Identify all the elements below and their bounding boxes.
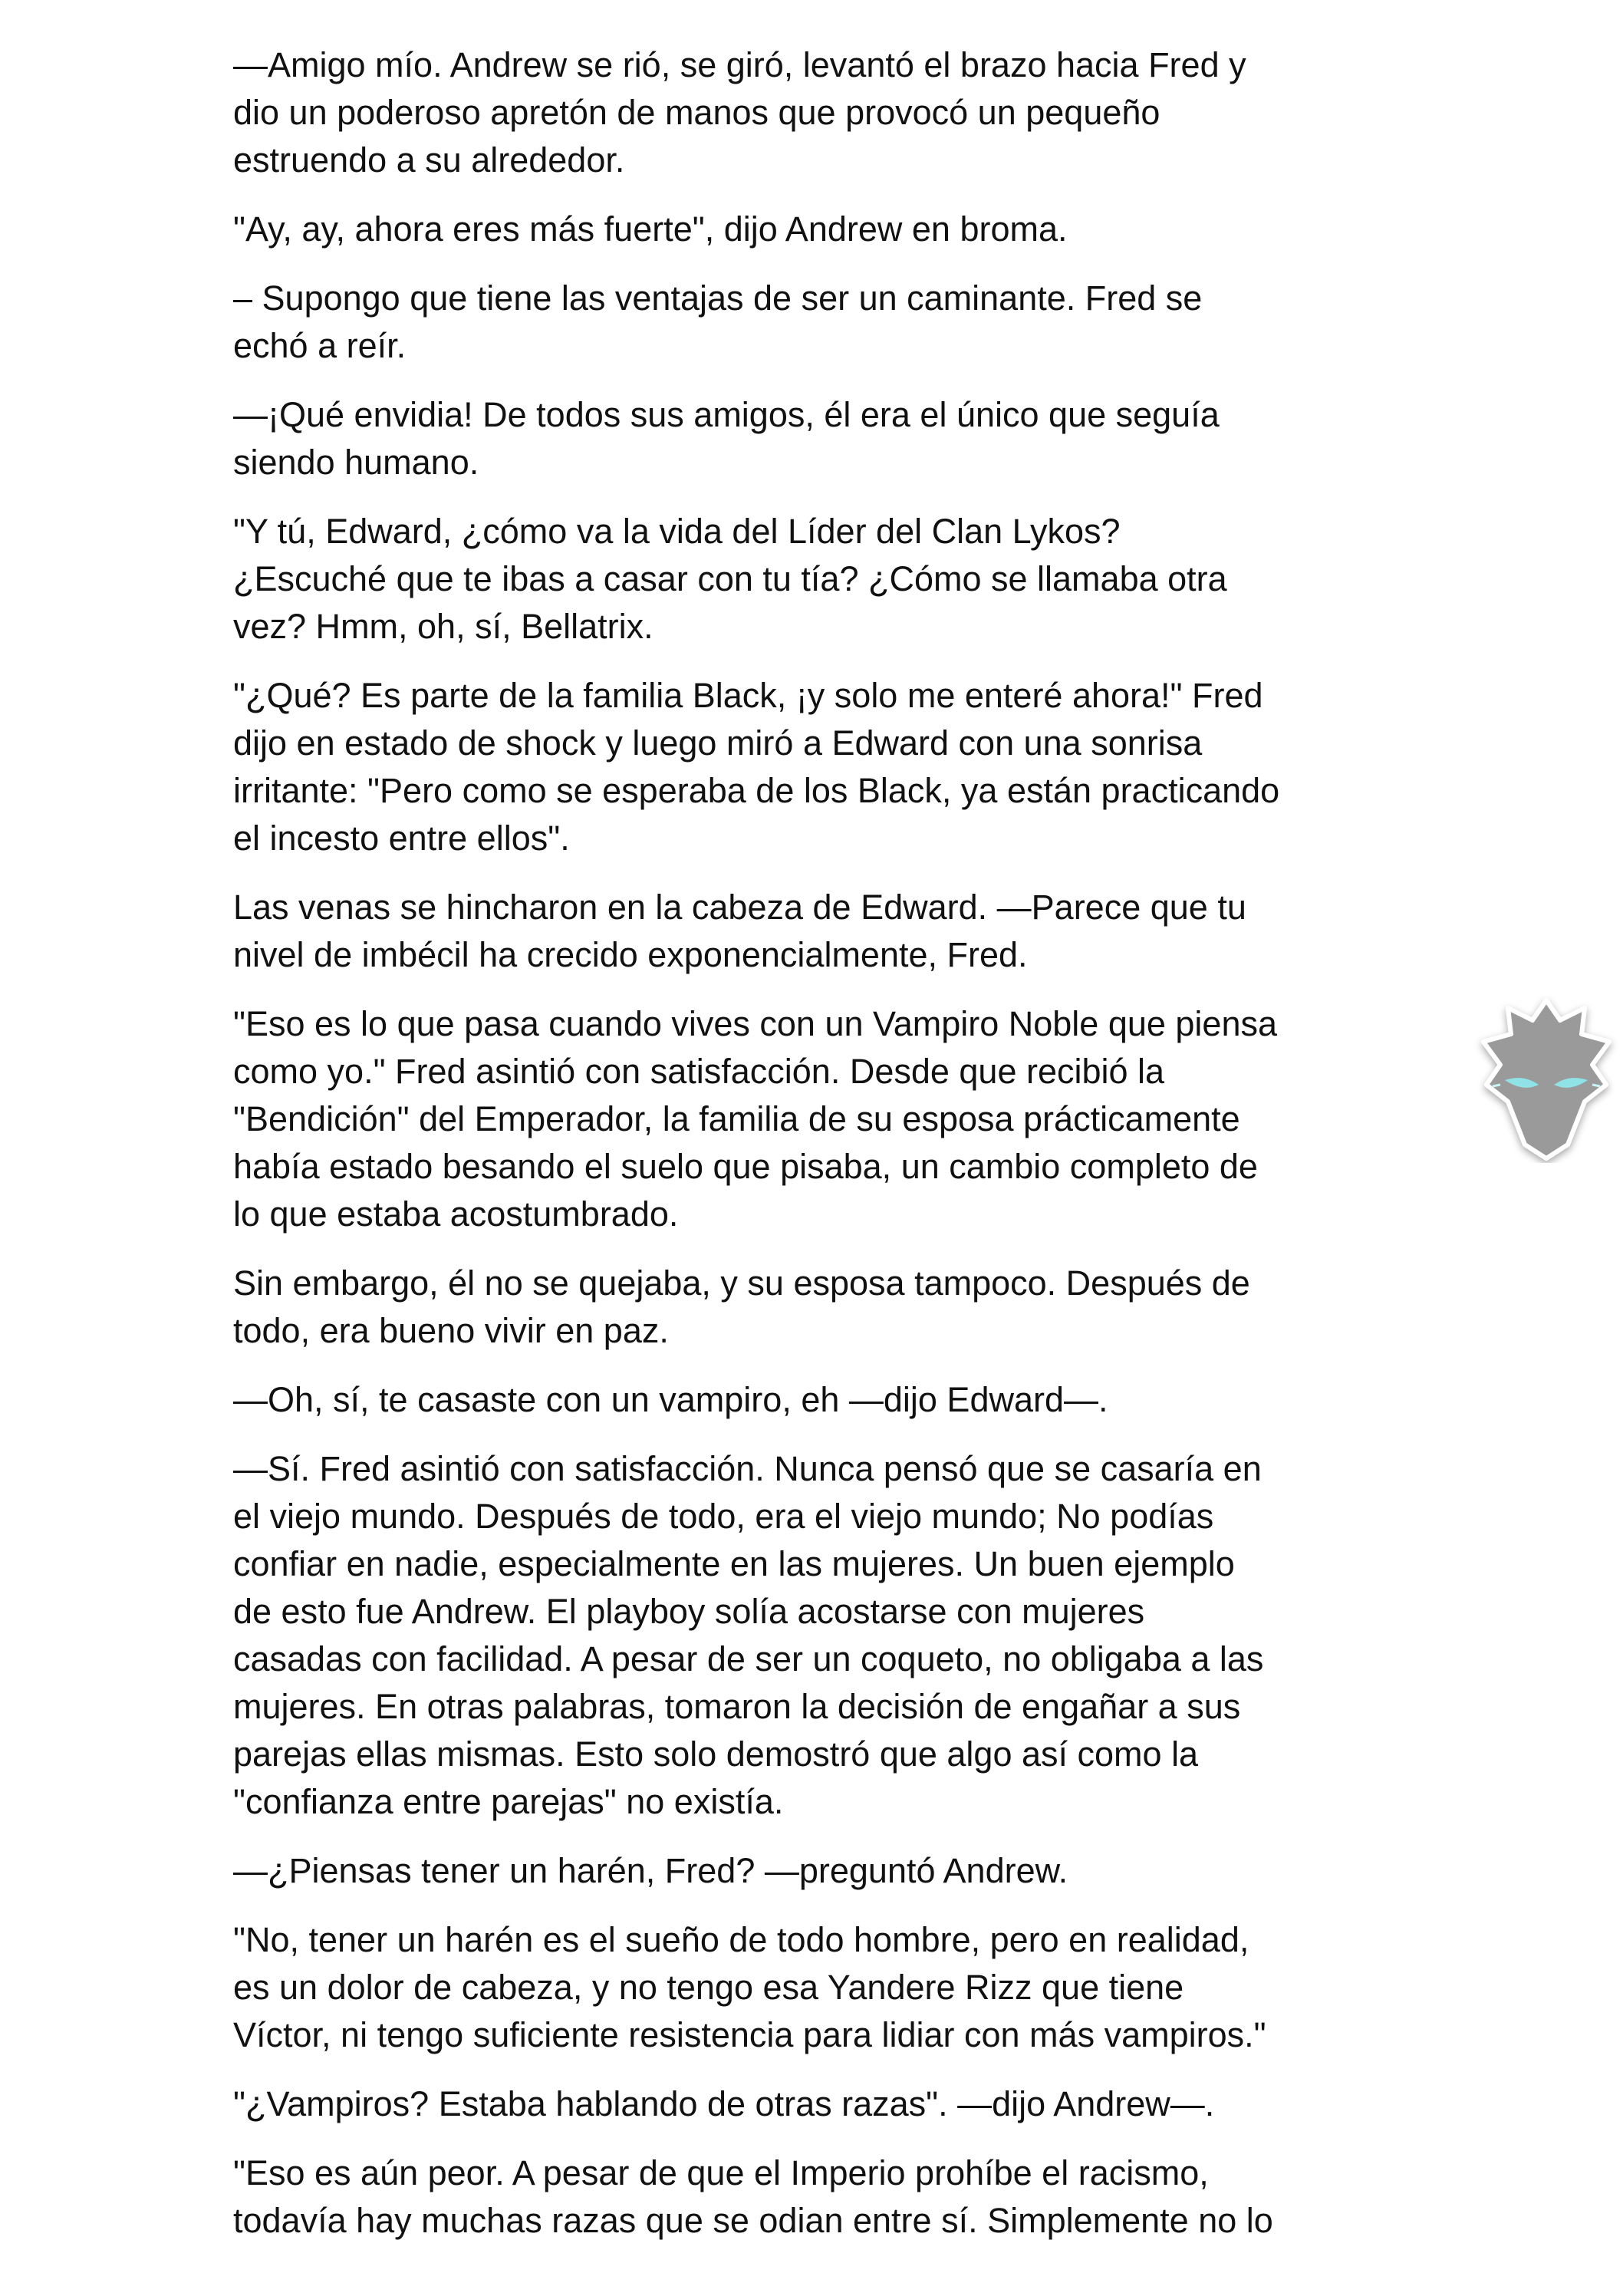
paragraph-line: ¿Escuché que te ibas a casar con tu tía? ¿Cómo se llamaba otra — [233, 559, 1227, 598]
paragraph-line: —¿Piensas tener un harén, Fred? —preguntó Andrew. — [233, 1851, 1068, 1890]
paragraph-line: parejas ellas mismas. Esto solo demostró que algo así como la — [233, 1734, 1199, 1774]
paragraph — [233, 1445, 1414, 1826]
paragraph-line: es un dolor de cabeza, y no tengo esa Yandere Rizz que tiene — [233, 1968, 1184, 2007]
paragraph-line: como yo." Fred asintió con satisfacción. Desde que recibió la — [233, 1052, 1165, 1091]
paragraph-line: "Bendición" del Emperador, la familia de su esposa prácticamente — [233, 1099, 1240, 1138]
document-page — [233, 41, 1414, 2266]
paragraph-line: vez? Hmm, oh, sí, Bellatrix. — [233, 607, 653, 646]
paragraph — [233, 884, 1414, 979]
paragraph — [233, 2080, 1414, 2128]
paragraph-line: "Eso es lo que pasa cuando vives con un Vampiro Noble que piensa — [233, 1004, 1278, 1043]
paragraph — [233, 41, 1414, 184]
demon-head-watermark-icon — [1470, 994, 1623, 1163]
paragraph-line: el viejo mundo. Después de todo, era el viejo mundo; No podías — [233, 1497, 1214, 1536]
paragraph-line: de esto fue Andrew. El playboy solía acostarse con mujeres — [233, 1592, 1145, 1631]
paragraph-line: "Ay, ay, ahora eres más fuerte", dijo Andrew en broma. — [233, 209, 1068, 249]
paragraph-line: —Amigo mío. Andrew se rió, se giró, levantó el brazo hacia Fred y — [233, 45, 1246, 84]
paragraph-line: nivel de imbécil ha crecido exponencialmente, Fred. — [233, 935, 1028, 974]
paragraph-line: —Oh, sí, te casaste con un vampiro, eh —dijo Edward—. — [233, 1380, 1108, 1419]
paragraph-line: mujeres. En otras palabras, tomaron la decisión de engañar a sus — [233, 1687, 1241, 1726]
paragraph — [233, 1000, 1414, 1238]
paragraph — [233, 672, 1414, 862]
paragraph-line: – Supongo que tiene las ventajas de ser un caminante. Fred se — [233, 278, 1203, 318]
paragraph-line: Las venas se hincharon en la cabeza de Edward. —Parece que tu — [233, 888, 1246, 927]
paragraph — [233, 2149, 1414, 2245]
paragraph-line: dio un poderoso apretón de manos que provocó un pequeño — [233, 93, 1160, 132]
paragraph-line: todavía hay muchas razas que se odian entre sí. Simplemente no lo — [233, 2201, 1273, 2240]
paragraph — [233, 1260, 1414, 1355]
paragraph-line: dijo en estado de shock y luego miró a Edward con una sonrisa — [233, 723, 1203, 763]
paragraph-line: estruendo a su alrededor. — [233, 140, 625, 180]
paragraph-line: "¿Vampiros? Estaba hablando de otras razas". —dijo Andrew—. — [233, 2084, 1215, 2123]
paragraph-line: "Eso es aún peor. A pesar de que el Imperio prohíbe el racismo, — [233, 2153, 1209, 2192]
paragraph-line: echó a reír. — [233, 326, 407, 365]
paragraph-line: el incesto entre ellos". — [233, 819, 570, 858]
paragraph-line: todo, era bueno vivir en paz. — [233, 1311, 669, 1350]
paragraph-line: "Y tú, Edward, ¿cómo va la vida del Líder del Clan Lykos? — [233, 512, 1121, 551]
paragraph — [233, 391, 1414, 486]
paragraph-line: —¡Qué envidia! De todos sus amigos, él era el único que seguía — [233, 395, 1220, 434]
paragraph-line: casadas con facilidad. A pesar de ser un coqueto, no obligaba a las — [233, 1639, 1264, 1678]
paragraph — [233, 275, 1414, 370]
paragraph-line: había estado besando el suelo que pisaba, un cambio completo de — [233, 1147, 1258, 1186]
paragraph — [233, 1847, 1414, 1895]
paragraph-line: Víctor, ni tengo suficiente resistencia para lidiar con más vampiros." — [233, 2015, 1266, 2054]
paragraph-line: —Sí. Fred asintió con satisfacción. Nunca pensó que se casaría en — [233, 1449, 1262, 1488]
paragraph — [233, 508, 1414, 651]
paragraph — [233, 1376, 1414, 1424]
paragraph-line: "confianza entre parejas" no existía. — [233, 1782, 784, 1821]
paragraph-line: irritante: "Pero como se esperaba de los Black, ya están practicando — [233, 771, 1280, 810]
paragraph — [233, 1916, 1414, 2059]
paragraph — [233, 206, 1414, 253]
paragraph-line: "¿Qué? Es parte de la familia Black, ¡y solo me enteré ahora!" Fred — [233, 676, 1263, 715]
paragraph-line: siendo humano. — [233, 443, 479, 482]
paragraph-line: lo que estaba acostumbrado. — [233, 1194, 679, 1234]
paragraph-line: "No, tener un harén es el sueño de todo hombre, pero en realidad, — [233, 1920, 1249, 1959]
paragraph-line: confiar en nadie, especialmente en las mujeres. Un buen ejemplo — [233, 1544, 1235, 1583]
paragraph-line: Sin embargo, él no se quejaba, y su esposa tampoco. Después de — [233, 1263, 1250, 1303]
